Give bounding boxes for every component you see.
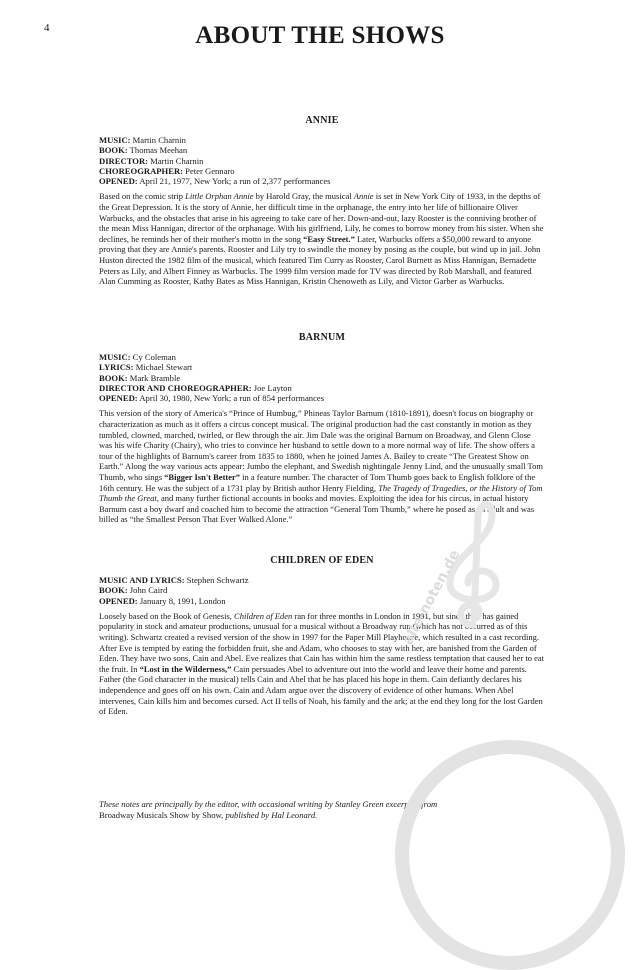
watermark-text: alle-noten.de <box>400 547 464 648</box>
text-run: Loosely based on the Book of Genesis, <box>99 610 235 621</box>
credit-line: OPENED: January 8, 1991, London <box>99 595 226 606</box>
text-run: and many further fictional accounts in books and movies. Exploiting the idea for his circus, in actual history Barnum cast a boy dwarf and coached him to become the attraction “General Tom Thumb,” where he posed as an adult and was billed as “the Smallest Person That Ever Walked Alone.” <box>99 493 535 525</box>
text-run: Annie <box>353 191 374 202</box>
footer-line-2: Broadway Musicals Show by Show, published by Hal Leonard. <box>99 810 318 820</box>
page-title: ABOUT THE SHOWS <box>195 22 445 49</box>
credit-line: BOOK: John Caird <box>99 585 168 596</box>
credits-list <box>99 135 545 186</box>
text-run: ran for three months in London in 1991, but since then has gained popularity in stock and amateur productions, unusual for a musical without a Broadway run (which has not occurred as of this writing). Schwartz created a revised version of the show in 1997 for the Paper Mill Playhouse, which resulted in a cast recording. After Eve is tempted by eating the forbidden fruit, she and Adam, who chooses to stay with her, are banished from the Garden of Eden. They have two sons, Cain and Abel. Eve realizes that Cain has within him the same restless temptation that caused her to eat the fruit. In <box>99 610 545 674</box>
text-run: Little Orphan Annie <box>185 191 254 202</box>
text-run: “Bigger Isn't Better” <box>164 472 241 483</box>
credit-line: DIRECTOR AND CHOREOGRAPHER: Joe Layton <box>99 382 292 393</box>
credit-line: DIRECTOR: Martin Charnin <box>99 155 204 166</box>
footer-line-1: These notes are principally by the editor, with occasional writing by Stanley Green excerpted from <box>99 799 438 809</box>
text-run: This version of the story of America's “Prince of Humbug,” Phineas Taylor Barnum (1810-1891), doesn't focus on biography or characterization as much as it offers a circus concept musical. The original production had the cast constantly in motion as they tumbled, clowned, marched, twirled, or flew through the air. Jim Dale was the original Barnum on Broadway, and Glenn Close was his wife Charity (Chairy), who tries to convince her husband to settle down to a more normal way of life. The show offers a tour of the highlights of Barnum's career from 1835 to 1880, when he joined James A. Bailey to create “The Greatest Show on Earth.” Along the way various acts appear: Jumbo the elephant, and Swedish nightingale Jenny Lind, and the unusually small Tom Thumb, who sings <box>99 408 543 483</box>
credit-line: OPENED: April 21, 1977, New York; a run of 2,377 performances <box>99 176 331 187</box>
credit-line: LYRICS: Michael Stewart <box>99 362 193 373</box>
text-run: Children of Eden <box>234 610 293 621</box>
text-run: “Easy Street.” <box>303 233 355 244</box>
credit-line: MUSIC AND LYRICS: Stephen Schwartz <box>99 575 249 585</box>
section-title: ANNIE <box>305 115 339 126</box>
text-run: The Tragedy of Tragedies, or the History of Tom Thumb the Great, <box>99 482 543 504</box>
text-run: Cain persuades Abel to adventure out into the world and leave their home and parents. Father (the God character in the musical) tells Cain and Abel that he has placed his hope in them. Cain defiantly declares his independence and goes off on his own. Cain and Adam argue over the discovery of evidence of other humans. When Abel intervenes, Cain kills him and becomes cursed. Act II tells of Noah, his family and the ark; at the end they long for the lost Garden of Eden. <box>99 663 543 717</box>
text-run: Based on the comic strip <box>99 191 186 202</box>
section-title: CHILDREN OF EDEN <box>270 555 374 566</box>
watermark-ring <box>395 740 625 970</box>
credit-line: OPENED: April 30, 1980, New York; a run of 854 performances <box>99 393 325 404</box>
text-run: in a feature number. The character of Tom Thumb goes back to English folklore of the 16th century. He was the subject of a 1731 play by British author Henry Fielding, <box>99 472 536 493</box>
text-run: “Lost in the Wilderness,” <box>139 663 232 674</box>
credit-line: MUSIC: Martin Charnin <box>99 135 186 145</box>
page-number: 4 <box>44 22 50 34</box>
credit-line: BOOK: Mark Bramble <box>99 372 181 383</box>
section-title: BARNUM <box>298 332 346 343</box>
text-run: is set in New York City of 1933, in the depths of the Great Depression. It is the story of Annie, her difficult time in the orphanage, the entry into her life of billionaire Oliver Warbucks, and the obstacles that arise in his agreeing to take care of her. Down-and-out, lazy Rooster is the conniving brother of the mean Miss Hannigan, director of the orphanage. With his girlfriend, Lily, he comes to borrow money from his sister. When she declines, he reminds her of their mother's motto in the song <box>99 191 544 244</box>
section-body <box>99 191 545 286</box>
credit-line: BOOK: Thomas Meehan <box>99 145 188 156</box>
credit-line: MUSIC: Cy Coleman <box>99 352 176 362</box>
credit-line: CHOREOGRAPHER: Peter Gennaro <box>99 165 235 176</box>
text-run: Later, Warbucks offers a $50,000 reward to anyone proving that they are Annie's parents. Rooster and Lily try to swindle the money by posing as the couple, but wind up in jail. John Huston directed the 1982 film of the musical, which featured Tim Curry as Rooster, Carol Burnett as Miss Hannigan, Bernadette Peters as Lily, and Albert Finney as Warbucks. The 1999 film version made for TV was directed by Rob Marshall, and featured Alan Cumming as Rooster, Kathy Bates as Miss Hannigan, Kristin Chenoweth as Lily, and Victor Garber as Warbucks. <box>99 233 541 287</box>
text-run: by Harold Gray, the musical <box>253 191 354 202</box>
section-annie <box>99 115 545 287</box>
credits-list <box>99 352 545 403</box>
